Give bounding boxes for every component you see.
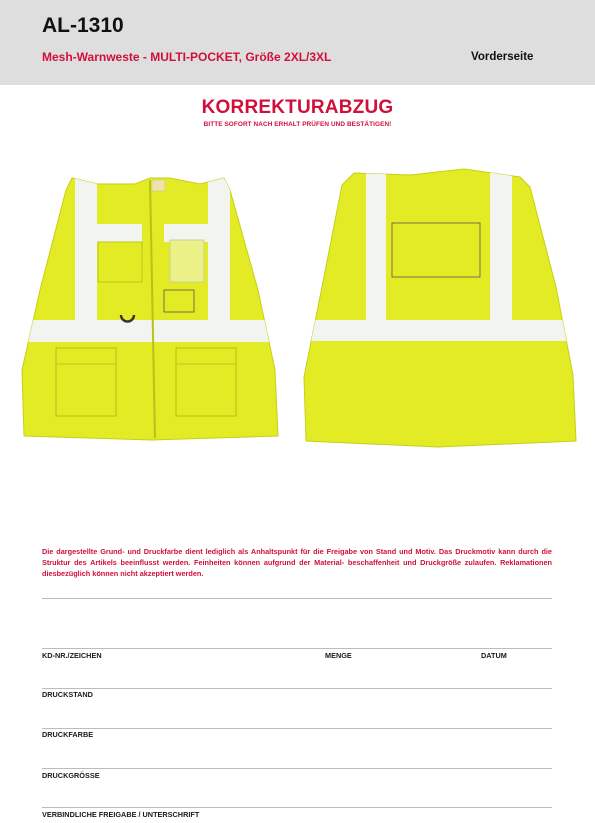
reflective-stripe-horizontal [298,320,580,341]
vest-back-body [304,169,576,447]
proof-title: KORREKTURABZUG [201,97,394,118]
reflective-stripe-shoulder [88,224,142,242]
divider [42,688,552,689]
reflective-stripe-vertical [75,170,97,320]
id-card-window [170,240,204,282]
reflective-stripe-horizontal [18,320,280,342]
reflective-stripe-shoulder [164,224,218,242]
article-number: AL-1310 [42,14,124,37]
print-color-field-label: DRUCKFARBE [42,730,94,739]
vest-front-image [18,170,280,448]
print-position-field-label: DRUCKSTAND [42,690,93,699]
side-label: Vorderseite [471,51,534,63]
vest-back-image [298,165,580,450]
divider [42,728,552,729]
collar-label [152,180,165,191]
product-title: Mesh-Warnweste - MULTI-POCKET, Größe 2XL/3XL [42,50,332,64]
divider [42,807,552,808]
approval-signature-field-label: VERBINDLICHE FREIGABE / UNTERSCHRIFT [42,810,200,819]
divider [42,648,552,649]
proof-subtitle: BITTE SOFORT NACH ERHALT PRÜFEN UND BESTÄTIGEN! [203,121,392,128]
reflective-stripe-vertical [366,165,386,325]
divider [42,768,552,769]
date-field-label: DATUM [481,651,507,660]
header-bar [0,0,595,85]
disclaimer-text: Die dargestellte Grund- und Druckfarbe dient lediglich als Anhaltspunkt für die Freigabe von Stand und Motiv. Das Druckmotiv kann durch die Struktur des Artikels beeinflusst werden. Feinheiten können aufgrund der Material- beschaffenheit und Druckgröße zulaufen. Reklamationen diesbezüglich können nicht akzeptiert werden. [42,547,553,578]
quantity-field-label: MENGE [325,651,352,660]
divider [42,598,552,599]
reflective-stripe-vertical [208,170,230,320]
customer-id-field-label: KD-NR./ZEICHEN [42,651,102,660]
reflective-stripe-vertical [490,165,512,325]
print-size-field-label: DRUCKGRÖSSE [42,771,100,780]
